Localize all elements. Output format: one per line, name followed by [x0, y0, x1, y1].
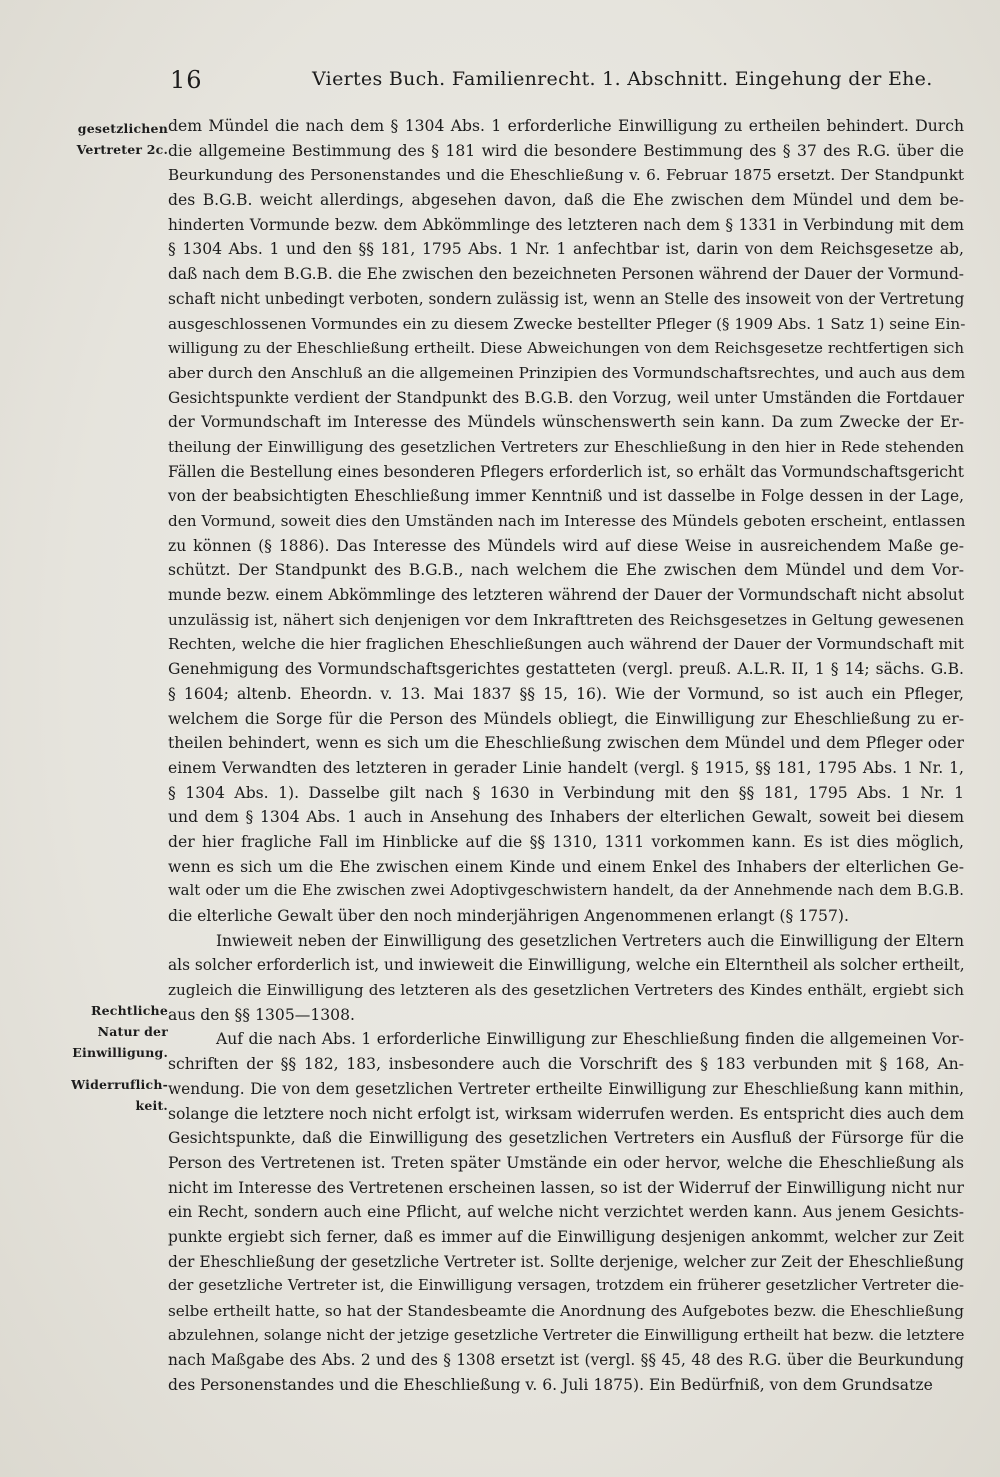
body-text-line: als solcher erforderlich ist, und inwieweit die Einwilligung, welche ein Elterntheil als solcher ertheilt, — [168, 956, 965, 975]
body-text-line: aber durch den Anschluß an die allgemeinen Prinzipien des Vormundschaftsrechtes, und auch aus dem — [168, 363, 966, 382]
body-text-line: des B.G.B. weicht allerdings, abgesehen davon, daß die Ehe zwischen dem Mündel und dem be- — [168, 191, 964, 210]
body-text-line: nach Maßgabe des Abs. 2 und des § 1308 ersetzt ist (vergl. §§ 45, 48 des R.G. über die Beurkundung — [168, 1351, 964, 1370]
body-text-line: einem Verwandten des letzteren in gerader Linie handelt (vergl. § 1915, §§ 181, 1795 Abs. 1 Nr. 1, — [168, 758, 964, 777]
body-text-line: abzulehnen, solange nicht der jetzige gesetzliche Vertreter die Einwilligung ertheilt hat bezw. die letztere — [168, 1326, 965, 1344]
body-text-line: hinderten Vormunde bezw. dem Abkömmlinge des letzteren nach dem § 1331 in Verbindung mit dem — [168, 215, 964, 234]
body-text-line: des Personenstandes und die Eheschließung v. 6. Juli 1875). Ein Bedürfniß, von dem Grundsatze — [168, 1376, 933, 1395]
body-text-line: theilen behindert, wenn es sich um die Eheschließung zwischen dem Mündel und dem Pfleger oder — [168, 734, 964, 753]
body-text-line: Gesichtspunkte, daß die Einwilligung des gesetzlichen Vertreters ein Ausfluß der Fürsorge für die — [168, 1129, 964, 1148]
page-number: 16 — [170, 66, 203, 94]
body-text-line: wenn es sich um die Ehe zwischen einem Kinde und einem Enkel des Inhabers der elterlichen Ge- — [168, 857, 964, 876]
body-text-line: Fällen die Bestellung eines besonderen Pflegers erforderlich ist, so erhält das Vormundschaftsgericht — [168, 462, 964, 481]
body-text-line: Inwieweit neben der Einwilligung des gesetzlichen Vertreters auch die Einwilligung der Eltern — [216, 931, 964, 950]
body-text-line: zugleich die Einwilligung des letzteren als des gesetzlichen Vertreters des Kindes enthält, ergiebt sich — [168, 981, 964, 1000]
body-text — [168, 114, 964, 1398]
margin-note-line: keit. — [135, 1098, 168, 1113]
body-text-line: ausgeschlossenen Vormundes ein zu diesem Zwecke bestellter Pfleger (§ 1909 Abs. 1 Satz 1) seine Ein- — [168, 314, 966, 333]
body-text-line: § 1304 Abs. 1 und den §§ 181, 1795 Abs. 1 Nr. 1 anfechtbar ist, darin von dem Reichsgesetze ab, — [168, 240, 964, 259]
body-text-line: willigung zu der Eheschließung ertheilt. Diese Abweichungen von dem Reichsgesetze rechtfertigen sich — [168, 339, 964, 358]
margin-note-line: Rechtliche — [91, 1003, 168, 1018]
running-head: Viertes Buch. Familienrecht. 1. Abschnitt. Eingehung der Ehe. — [312, 68, 933, 90]
body-text-line: den Vormund, soweit dies den Umständen nach im Interesse des Mündels geboten erscheint, entlassen — [168, 512, 966, 530]
page-header — [0, 62, 1000, 96]
body-text-line: der Eheschließung der gesetzliche Vertreter ist. Sollte derjenige, welcher zur Zeit der Eheschließung — [168, 1252, 964, 1271]
body-text-line: daß nach dem B.G.B. die Ehe zwischen den bezeichneten Personen während der Dauer der Vormund- — [168, 265, 964, 284]
margin-note-legal-representative — [58, 118, 168, 160]
body-text-line: Gesichtspunkte verdient der Standpunkt des B.G.B. den Vorzug, weil unter Umständen die Fortdauer — [168, 388, 964, 407]
body-text-line: Beurkundung des Personenstandes und die Eheschließung v. 6. Februar 1875 ersetzt. Der Standpunkt — [168, 166, 964, 185]
body-text-line: schützt. Der Standpunkt des B.G.B., nach welchem die Ehe zwischen dem Mündel und dem Vor- — [168, 561, 964, 580]
body-text-line: walt oder um die Ehe zwischen zwei Adoptivgeschwistern handelt, da der Annehmende nach dem B.G.B. — [168, 882, 964, 900]
body-text-line: ein Recht, sondern auch eine Pflicht, auf welche nicht verzichtet werden kann. Aus jenem Gesichts- — [168, 1203, 964, 1222]
body-text-line: § 1304 Abs. 1). Dasselbe gilt nach § 1630 in Verbindung mit den §§ 181, 1795 Abs. 1 Nr. 1 — [168, 783, 964, 802]
body-text-line: solange die letztere noch nicht erfolgt ist, wirksam widerrufen werden. Es entspricht dies auch dem — [168, 1104, 964, 1123]
body-text-line: wendung. Die von dem gesetzlichen Vertreter ertheilte Einwilligung zur Eheschließung kann mithin, — [168, 1079, 964, 1098]
body-text-line: die elterliche Gewalt über den noch minderjährigen Angenommenen erlangt (§ 1757). — [168, 907, 849, 925]
body-text-line: schriften der §§ 182, 183, insbesondere auch die Vorschrift des § 183 verbunden mit § 168, An- — [168, 1055, 964, 1074]
body-text-line: und dem § 1304 Abs. 1 auch in Ansehung des Inhabers der elterlichen Gewalt, soweit bei diesem — [168, 808, 964, 827]
margin-note-legal-nature — [58, 1000, 168, 1063]
body-text-line: § 1604; altenb. Eheordn. v. 13. Mai 1837 §§ 15, 16). Wie der Vormund, so ist auch ein Pfleger, — [168, 684, 964, 703]
body-text-line: theilung der Einwilligung des gesetzlichen Vertreters zur Eheschließung in den hier in Rede stehenden — [168, 437, 964, 456]
body-text-line: punkte ergiebt sich ferner, daß es immer auf die Einwilligung desjenigen ankommt, welcher zur Zeit — [168, 1227, 964, 1246]
body-text-line: selbe ertheilt hatte, so hat der Standesbeamte die Anordnung des Aufgebotes bezw. die Eheschließung — [168, 1302, 964, 1320]
margin-note-line: Widerruflich- — [71, 1077, 168, 1092]
body-text-line: aus den §§ 1305—1308. — [168, 1005, 355, 1024]
body-text-line: munde bezw. einem Abkömmlinge des letzteren während der Dauer der Vormundschaft nicht absolut — [168, 586, 964, 605]
body-text-line: schaft nicht unbedingt verboten, sondern zulässig ist, wenn an Stelle des insoweit von der Vertretung — [168, 289, 965, 308]
margin-note-revocability — [58, 1074, 168, 1116]
body-text-line: Genehmigung des Vormundschaftsgerichtes gestatteten (vergl. preuß. A.L.R. II, 1 § 14; sächs. G.B. — [168, 660, 964, 679]
body-text-line: der gesetzliche Vertreter ist, die Einwilligung versagen, trotzdem ein früherer gesetzlicher Vertreter die- — [168, 1277, 964, 1295]
body-text-line: der hier fragliche Fall im Hinblicke auf die §§ 1310, 1311 vorkommen kann. Es ist dies möglich, — [168, 832, 964, 851]
body-text-line: zu können (§ 1886). Das Interesse des Mündels wird auf diese Weise in ausreichendem Maße ge- — [168, 536, 964, 555]
body-text-line: die allgemeine Bestimmung des § 181 wird die besondere Bestimmung des § 37 des R.G. über die — [168, 141, 964, 160]
margin-note-line: gesetzlichen — [77, 121, 168, 136]
body-text-line: Auf die nach Abs. 1 erforderliche Einwilligung zur Eheschließung finden die allgemeinen Vor- — [216, 1030, 964, 1049]
body-text-line: dem Mündel die nach dem § 1304 Abs. 1 erforderliche Einwilligung zu ertheilen behindert. Durch — [168, 117, 964, 135]
margin-note-line: Vertreter 2c. — [76, 142, 168, 157]
body-text-line: Person des Vertretenen ist. Treten später Umstände ein oder hervor, welche die Eheschließung als — [168, 1153, 964, 1172]
body-text-line: welchem die Sorge für die Person des Mündels obliegt, die Einwilligung zur Eheschließung zu er- — [168, 709, 964, 728]
body-text-line: nicht im Interesse des Vertretenen erscheinen lassen, so ist der Widerruf der Einwilligung nicht nur — [168, 1178, 964, 1197]
body-text-line: von der beabsichtigten Eheschließung immer Kenntniß und ist dasselbe in Folge dessen in der Lage, — [168, 487, 964, 506]
margin-note-line: Einwilligung. — [72, 1045, 168, 1060]
margin-note-line: Natur der — [97, 1024, 168, 1039]
body-text-line: unzulässig ist, nähert sich denjenigen vor dem Inkrafttreten des Reichsgesetzes in Geltung gewesenen — [168, 610, 964, 629]
body-text-line: Rechten, welche die hier fraglichen Eheschließungen auch während der Dauer der Vormundschaft mit — [168, 635, 964, 654]
body-text-line: der Vormundschaft im Interesse des Mündels wünschenswerth sein kann. Da zum Zwecke der Er- — [168, 413, 964, 432]
